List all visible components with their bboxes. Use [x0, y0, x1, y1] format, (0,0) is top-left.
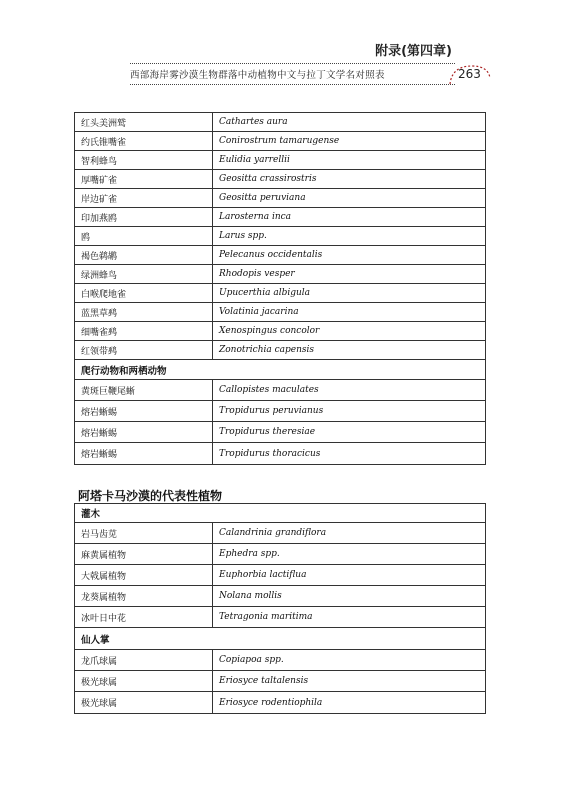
latin-name: Eulidia yarrellii — [213, 151, 486, 170]
table-row — [75, 246, 486, 265]
plant-table — [74, 503, 486, 714]
table-row — [75, 401, 486, 422]
chinese-name: 熔岩蜥蜴 — [75, 443, 213, 465]
chinese-name: 麻黄属植物 — [75, 544, 213, 565]
latin-name: Upucerthia albigula — [213, 284, 486, 303]
plants-section-title: 阿塔卡马沙漠的代表性植物 — [78, 489, 223, 503]
chinese-name: 智利蜂鸟 — [75, 151, 213, 170]
latin-name: Copiapoa spp. — [213, 650, 486, 671]
latin-name: Callopistes maculates — [213, 380, 486, 401]
latin-name: Geositta crassirostris — [213, 170, 486, 189]
table-row — [75, 692, 486, 714]
latin-name: Eriosyce rodentiophila — [213, 692, 486, 714]
latin-name: Pelecanus occidentalis — [213, 246, 486, 265]
chinese-name: 极光球属 — [75, 671, 213, 692]
chinese-name: 龙爪球属 — [75, 650, 213, 671]
table-row — [75, 208, 486, 227]
latin-name: Euphorbia lactiflua — [213, 565, 486, 586]
latin-name: Larus spp. — [213, 227, 486, 246]
chinese-name: 约氏锥嘴雀 — [75, 132, 213, 151]
chinese-name: 龙葵属植物 — [75, 586, 213, 607]
section-heading-shrubs: 灌木 — [75, 504, 486, 523]
table-row — [75, 151, 486, 170]
table-row — [75, 265, 486, 284]
chinese-name: 黄斑巨鞭尾蜥 — [75, 380, 213, 401]
table-row — [75, 607, 486, 628]
table-row — [75, 113, 486, 132]
table-row — [75, 322, 486, 341]
chinese-name: 大戟属植物 — [75, 565, 213, 586]
latin-name: Zonotrichia capensis — [213, 341, 486, 360]
chinese-name: 岸边矿雀 — [75, 189, 213, 208]
chinese-name: 极光球属 — [75, 692, 213, 714]
chapter-label: 附录(第四章) — [375, 44, 452, 59]
chinese-name: 熔岩蜥蜴 — [75, 401, 213, 422]
section-row — [75, 504, 486, 523]
chinese-name: 白喉爬地雀 — [75, 284, 213, 303]
header-divider-bottom — [130, 84, 455, 85]
chinese-name: 熔岩蜥蜴 — [75, 422, 213, 443]
table-row — [75, 303, 486, 322]
chinese-name: 红头美洲鹫 — [75, 113, 213, 132]
table-row — [75, 523, 486, 544]
table-row — [75, 132, 486, 151]
latin-name: Cathartes aura — [213, 113, 486, 132]
latin-name: Conirostrum tamarugense — [213, 132, 486, 151]
table-row — [75, 565, 486, 586]
table-row — [75, 422, 486, 443]
header-divider-top — [130, 63, 455, 64]
table-row — [75, 544, 486, 565]
chinese-name: 红领带鹀 — [75, 341, 213, 360]
table-row — [75, 650, 486, 671]
page-number: 263 — [458, 67, 481, 81]
section-heading-cacti: 仙人掌 — [75, 628, 486, 650]
latin-name: Calandrinia grandiflora — [213, 523, 486, 544]
page-number-badge — [448, 62, 492, 90]
chinese-name: 鸥 — [75, 227, 213, 246]
latin-name: Ephedra spp. — [213, 544, 486, 565]
latin-name: Tropidurus thoracicus — [213, 443, 486, 465]
chinese-name: 绿洲蜂鸟 — [75, 265, 213, 284]
header-subtitle: 西部海岸雾沙漠生物群落中动植物中文与拉丁文学名对照表 — [130, 70, 385, 81]
latin-name: Xenospingus concolor — [213, 322, 486, 341]
chinese-name: 褐色鹈鹕 — [75, 246, 213, 265]
table-row — [75, 189, 486, 208]
latin-name: Volatinia jacarina — [213, 303, 486, 322]
table-row — [75, 671, 486, 692]
chinese-name: 冰叶日中花 — [75, 607, 213, 628]
latin-name: Nolana mollis — [213, 586, 486, 607]
latin-name: Larosterna inca — [213, 208, 486, 227]
animal-table — [74, 112, 486, 465]
section-heading-reptiles: 爬行动物和两栖动物 — [75, 360, 486, 380]
chinese-name: 印加燕鸥 — [75, 208, 213, 227]
section-row — [75, 360, 486, 380]
table-row — [75, 586, 486, 607]
latin-name: Eriosyce taltalensis — [213, 671, 486, 692]
chinese-name: 岩马齿苋 — [75, 523, 213, 544]
latin-name: Geositta peruviana — [213, 189, 486, 208]
table-row — [75, 380, 486, 401]
chinese-name: 蓝黑草鹀 — [75, 303, 213, 322]
chinese-name: 细嘴雀鹀 — [75, 322, 213, 341]
chinese-name: 厚嘴矿雀 — [75, 170, 213, 189]
table-row — [75, 443, 486, 465]
table-row — [75, 284, 486, 303]
page-header — [0, 0, 570, 100]
table-row — [75, 170, 486, 189]
latin-name: Tropidurus peruvianus — [213, 401, 486, 422]
latin-name: Tetragonia maritima — [213, 607, 486, 628]
table-row — [75, 227, 486, 246]
latin-name: Rhodopis vesper — [213, 265, 486, 284]
table-row — [75, 341, 486, 360]
latin-name: Tropidurus theresiae — [213, 422, 486, 443]
section-row — [75, 628, 486, 650]
